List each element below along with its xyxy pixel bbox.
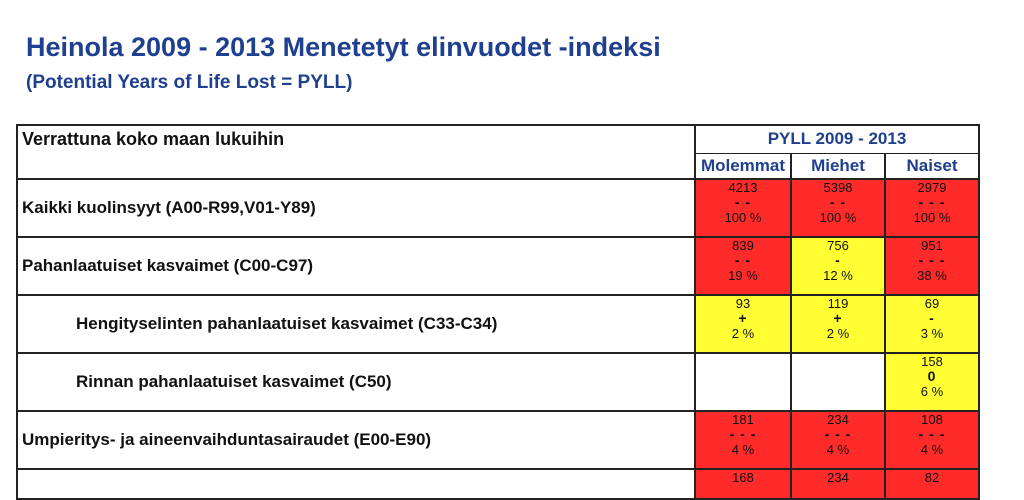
value-cell <box>791 179 885 237</box>
percent-share: 2 % <box>731 326 755 341</box>
value-cell <box>885 237 979 295</box>
column-header-molemmat: Molemmat <box>695 153 791 179</box>
pyll-value: 119 <box>827 296 849 311</box>
significance-sign: - - - <box>824 426 852 442</box>
pyll-value: 951 <box>921 238 943 253</box>
value-cell <box>885 469 979 499</box>
table-row <box>17 411 979 469</box>
percent-share: 19 % <box>728 268 758 283</box>
percent-share: 12 % <box>823 268 853 283</box>
significance-sign: 0 <box>927 368 937 384</box>
pyll-value: 4213 <box>728 180 758 195</box>
significance-sign: - - <box>734 194 752 210</box>
pyll-value: 181 <box>732 412 754 427</box>
value-cell <box>885 353 979 411</box>
row-label: Hengityselinten pahanlaatuiset kasvaimet (C33-C34) <box>17 295 695 353</box>
significance-sign: - - - <box>918 252 946 268</box>
percent-share: 4 % <box>731 442 755 457</box>
pyll-value: 2979 <box>917 180 947 195</box>
pyll-value: 839 <box>732 238 754 253</box>
pyll-value: 158 <box>921 354 943 369</box>
significance-sign: - <box>929 310 935 326</box>
value-cell <box>695 469 791 499</box>
significance-sign: - - - <box>729 426 757 442</box>
percent-share: 100 % <box>913 210 951 225</box>
pyll-value: 234 <box>827 470 849 485</box>
pyll-value: 93 <box>735 296 751 311</box>
percent-share: 4 % <box>920 442 944 457</box>
pyll-value: 5398 <box>823 180 853 195</box>
percent-share: 100 % <box>819 210 857 225</box>
value-cell <box>695 353 791 411</box>
pyll-value: 756 <box>827 238 849 253</box>
table-row <box>17 469 979 499</box>
significance-sign: + <box>833 310 843 326</box>
row-label: Rinnan pahanlaatuiset kasvaimet (C50) <box>17 353 695 411</box>
column-header-miehet: Miehet <box>791 153 885 179</box>
page-subtitle: (Potential Years of Life Lost = PYLL) <box>26 72 353 93</box>
row-label: Umpieritys- ja aineenvaihduntasairaudet (E00-E90) <box>17 411 695 469</box>
value-cell <box>695 295 791 353</box>
column-header-naiset: Naiset <box>885 153 979 179</box>
value-cell <box>791 295 885 353</box>
percent-share: 2 % <box>826 326 850 341</box>
significance-sign: - - - <box>918 194 946 210</box>
row-label: Pahanlaatuiset kasvaimet (C00-C97) <box>17 237 695 295</box>
significance-sign: - - - <box>918 426 946 442</box>
table-row <box>17 237 979 295</box>
value-cell <box>791 237 885 295</box>
table-row <box>17 179 979 237</box>
value-cell <box>885 295 979 353</box>
row-label: Kaikki kuolinsyyt (A00-R99,V01-Y89) <box>17 179 695 237</box>
value-cell <box>791 411 885 469</box>
table-row <box>17 353 979 411</box>
percent-share: 4 % <box>826 442 850 457</box>
pyll-value: 168 <box>732 470 754 485</box>
percent-share: 100 % <box>724 210 762 225</box>
group-header: PYLL 2009 - 2013 <box>695 125 979 153</box>
value-cell <box>791 353 885 411</box>
pyll-table <box>16 124 980 500</box>
significance-sign: - <box>835 252 841 268</box>
row-label <box>17 469 695 499</box>
pyll-value: 69 <box>924 296 940 311</box>
page-title: Heinola 2009 - 2013 Menetetyt elinvuodet -indeksi <box>26 32 661 62</box>
table-row <box>17 295 979 353</box>
comparison-label: Verrattuna koko maan lukuihin <box>17 125 695 179</box>
pyll-value: 234 <box>827 412 849 427</box>
significance-sign: + <box>738 310 748 326</box>
pyll-value: 108 <box>921 412 943 427</box>
value-cell <box>695 237 791 295</box>
pyll-value: 82 <box>924 470 940 485</box>
percent-share: 3 % <box>920 326 944 341</box>
percent-share: 6 % <box>920 384 944 399</box>
significance-sign: - - <box>734 252 752 268</box>
value-cell <box>695 411 791 469</box>
value-cell <box>885 179 979 237</box>
value-cell <box>885 411 979 469</box>
percent-share: 38 % <box>917 268 947 283</box>
value-cell <box>695 179 791 237</box>
value-cell <box>791 469 885 499</box>
significance-sign: - - <box>829 194 847 210</box>
